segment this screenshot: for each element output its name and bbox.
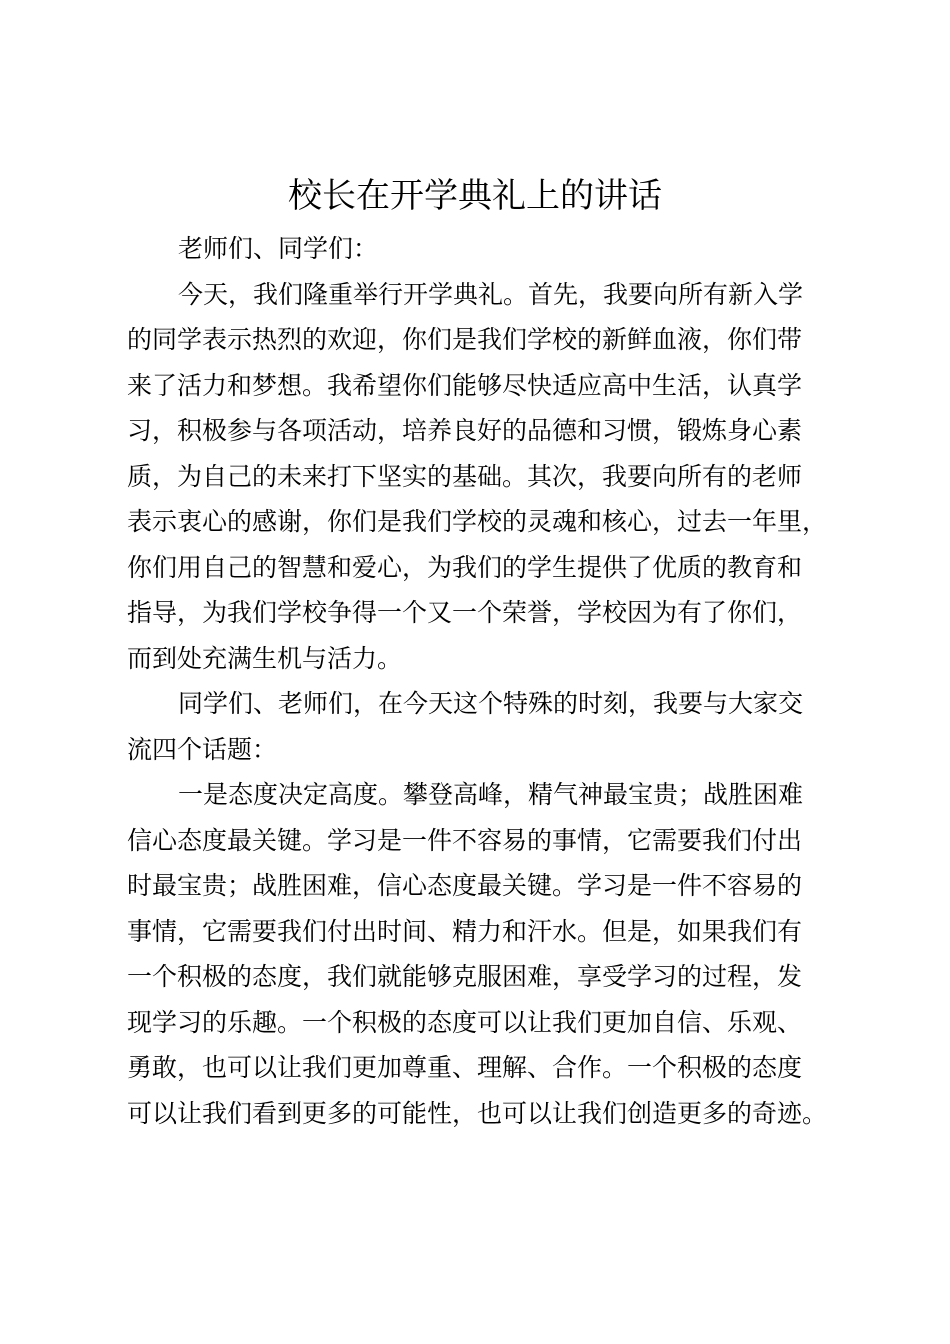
paragraph-3-line-3: 时最宝贵；战胜困难，信心态度最关键。学习是一件不容易的: [127, 871, 803, 900]
paragraph-3-line-5: 一个积极的态度，我们就能够克服困难，享受学习的过程，发: [127, 962, 803, 991]
paragraph-1-line-9: 而到处充满生机与活力。: [127, 643, 403, 673]
paragraph-2-line-1: 同学们、老师们，在今天这个特殊的时刻，我要与大家交: [178, 689, 804, 718]
document-body: [127, 226, 833, 1136]
paragraph-3-line-2: 信心态度最关键。学习是一件不容易的事情，它需要我们付出: [127, 825, 803, 855]
document-title: 校长在开学典礼上的讲话: [288, 176, 662, 216]
paragraph-3-line-6: 现学习的乐趣。一个积极的态度可以让我们更加自信、乐观、: [127, 1007, 803, 1037]
paragraph-3-line-7: 勇敢，也可以让我们更加尊重、理解、合作。一个积极的态度: [127, 1053, 803, 1082]
paragraph-1-line-7: 你们用自己的智慧和爱心，为我们的学生提供了优质的教育和: [127, 552, 803, 582]
paragraph-1-line-1: 今天，我们隆重举行开学典礼。首先，我要向所有新入学: [178, 279, 804, 309]
paragraph-3-line-4: 事情，它需要我们付出时间、精力和汗水。但是，如果我们有: [127, 916, 803, 946]
paragraph-1-line-6: 表示衷心的感谢，你们是我们学校的灵魂和核心，过去一年里，: [127, 507, 828, 536]
paragraph-1-line-8: 指导，为我们学校争得一个又一个荣誉，学校因为有了你们，: [127, 598, 803, 627]
paragraph-3-line-8: 可以让我们看到更多的可能性，也可以让我们创造更多的奇迹。: [127, 1098, 828, 1128]
salutation-line: 老师们、同学们：: [178, 234, 379, 263]
paragraph-1-line-2: 的同学表示热烈的欢迎，你们是我们学校的新鲜血液，你们带: [127, 325, 803, 354]
paragraph-1-line-5: 质，为自己的未来打下坚实的基础。其次，我要向所有的老师: [127, 461, 803, 491]
paragraph-1-line-4: 习，积极参与各项活动，培养良好的品德和习惯，锻炼身心素: [127, 416, 803, 445]
paragraph-2-line-2: 流四个话题：: [127, 734, 278, 764]
paragraph-3-line-1: 一是态度决定高度。攀登高峰，精气神最宝贵；战胜困难: [178, 780, 804, 809]
paragraph-1-line-3: 来了活力和梦想。我希望你们能够尽快适应高中生活，认真学: [127, 370, 803, 400]
